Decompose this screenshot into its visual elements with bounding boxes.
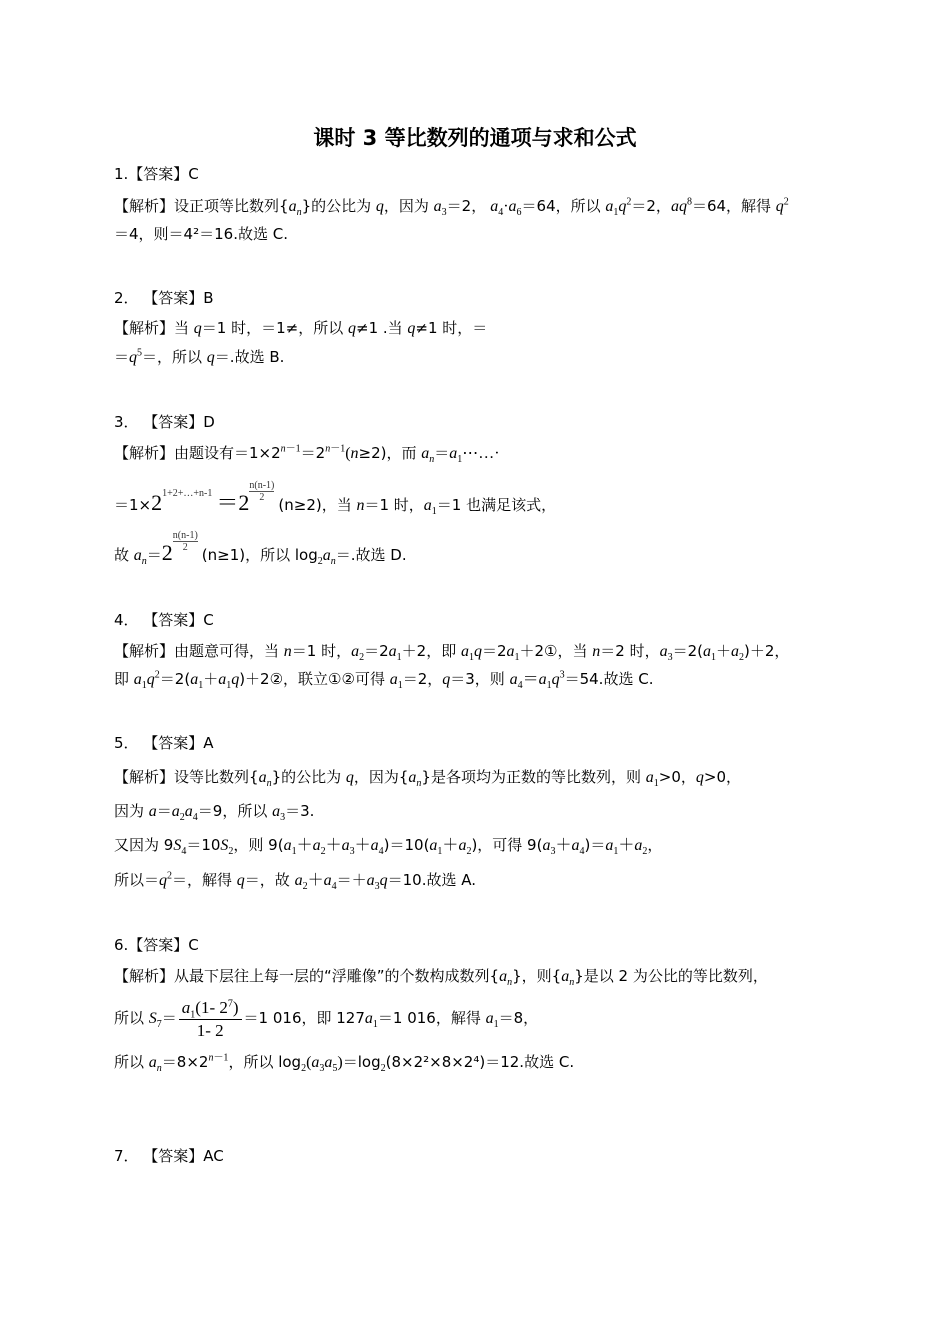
document-title: 课时 3 等比数列的通项与求和公式 <box>313 126 637 150</box>
q5-analysis-line-1: 【解析】设等比数列$\{a_n\}$的公比为 q，因为$\{a_n\}$是各项均为正数的等比数列，则 $a_1>0$，q>0， <box>114 768 741 790</box>
q6-analysis-line-1: 【解析】从最下层往上每一层的“浮雕像”的个数构成数列$\{a_n\}$，则$\{a_n\}$是以 2 为公比的等比数列， <box>114 967 768 989</box>
q6-analysis-line-3: 所以 $a_n=8\times 2^{n-1}$，所以 $\log_2(a_3a_5)=\log_2(8\times 2^2\times 8\times 2^4)=12$.故选 C. <box>114 1052 575 1075</box>
q2-analysis-line-1: 【解析】当 q＝1 时，＝1≠，所以 q≠1 .当 q≠1 时，＝ <box>114 319 488 337</box>
q3-analysis-line-1: 【解析】由题设有$=1\times 2^{n-1}=2^{n-1}(n\ge 2)$，而 $a_n=a_1\cdots\dots\cdot$ <box>114 443 500 466</box>
q4-analysis-line-1: 【解析】由题意可得，当 n＝1 时，$a_2=2a_1+2$，即 $a_1q=2a_1+2①$，当 n＝2 时，$a_3=2(a_1+a_2)+2$， <box>114 642 790 664</box>
q5-analysis-line-2: 因为 $a=a_2a_4=9$，所以 $a_3=3$. <box>114 802 315 824</box>
q2-answer: 2． 【答案】B <box>114 289 214 307</box>
q6-sum-fraction: $\frac{a_1(1- 2^7)}{1- 2}$ <box>179 997 242 1042</box>
q3-analysis-line-2: $=1\times 2^{1+2+\dots+n-1} =2$ $\frac{n(n-1)}{2}$ (n≥2)，当 n＝1 时，$a_1=1$ 也满足该式， <box>114 480 557 518</box>
q1-analysis-line-2: ＝4，则＝4²＝16.故选 C. <box>114 225 288 243</box>
q7-answer: 7． 【答案】AC <box>114 1147 224 1165</box>
q2-analysis-line-2: $=q^5=$，所以 q＝.故选 B. <box>114 347 285 366</box>
q6-answer: 6.【答案】C <box>114 936 199 954</box>
q1-answer: 1.【答案】C <box>114 165 199 183</box>
q5-analysis-line-3: 又因为 $9S_4=10S_2$，则 $9(a_1+a_2+a_3+a_4)=10(a_1+a_2)$，可得 $9(a_3+a_4)=a_1+a_2$， <box>114 836 663 858</box>
q5-answer: 5． 【答案】A <box>114 734 214 752</box>
q6-analysis-line-2: 所以 $S_7=$ $\frac{a_1(1- 2^7)}{1- 2}$ ＝1 016，即 $127a_1=1$ 016，解得 $a_1=8$， <box>114 997 539 1040</box>
q4-analysis-line-2: 即 $a_1q^2=2(a_1+a_1q)+2②$，联立①②可得 $a_1=2$，q＝3，则 $a_4=a_1q^3=54$.故选 C. <box>114 669 654 692</box>
q4-answer: 4． 【答案】C <box>114 611 214 629</box>
q5-analysis-line-4: 所以$=q^2=$，解得 q＝，故 $a_2+a_4=+a_3q=10$.故选 A. <box>114 870 476 893</box>
q3-answer: 3． 【答案】D <box>114 413 215 431</box>
q3-analysis-line-3: 故 $a_n=2$ $\frac{n(n-1)}{2}$ (n≥1)，所以 $\log_2a_n=$.故选 D. <box>114 530 407 568</box>
q1-analysis-line-1: 【解析】设正项等比数列$\{a_n\}$的公比为 q，因为 $a_3=2$， $a_4\cdot a_6=64$，所以 $a_1q^2=2$，$aq^8=64$，解得 $q^2$ <box>114 196 789 219</box>
